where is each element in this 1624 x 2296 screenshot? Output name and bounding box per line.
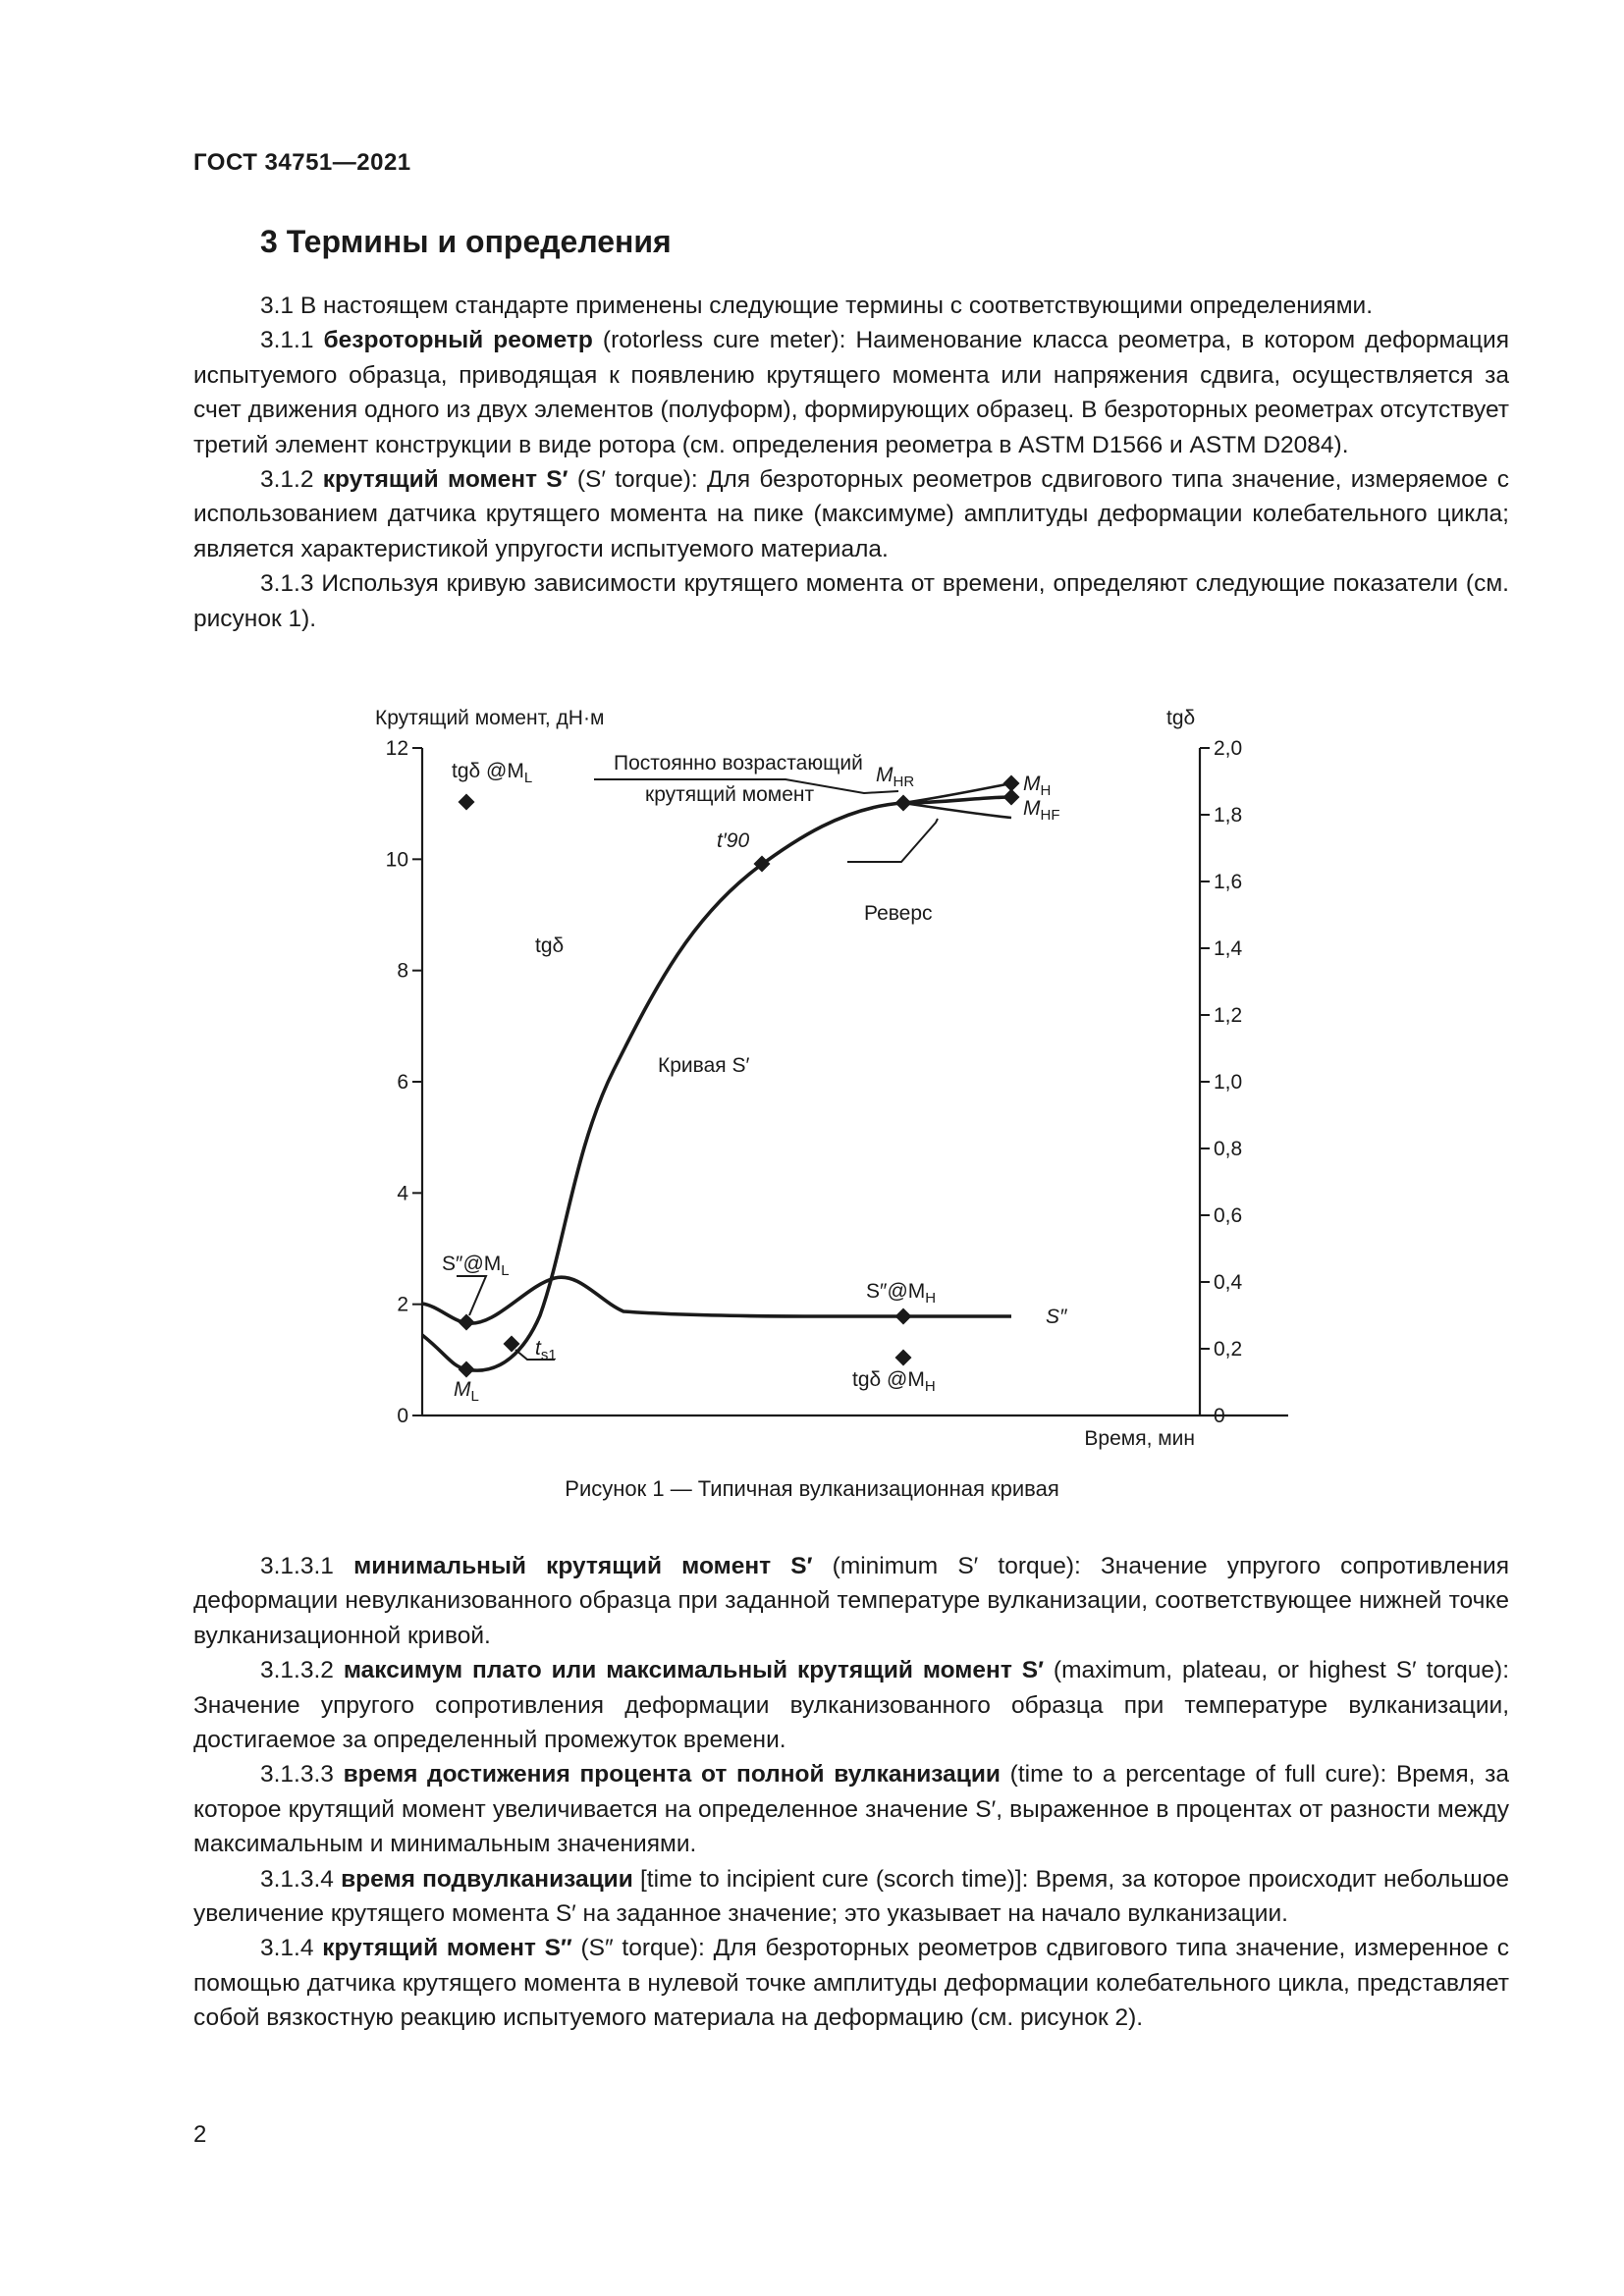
label-tgd-ml: tgδ $@M_L$ (452, 760, 533, 786)
marker-mhr (895, 795, 912, 812)
left-axis-ticks (412, 748, 422, 1415)
left-tick-label: 6 (397, 1071, 408, 1094)
label-ts1: $t_{s1}$ (535, 1337, 557, 1363)
paragraph-3-1-1: 3.1.1 безроторный реометр (rotorless cure meter): Наименование класса реометра, в котором деформация испытуемого образца, приводящая к появлению крутящего момента или напряжения сдвига, осуществляется за счет движения одного из двух элементов (полуформ), формирующих образец. В безроторных реометрах отсутствует третий элемент конструкции в виде ротора (см. определения реометра в ASTM D1566 и ASTM D2084). (193, 327, 1509, 458)
label-mhf: $M_{HF}$ (1023, 797, 1060, 824)
right-tick-label: 2,0 (1214, 737, 1243, 760)
label-tgd-mh: tgδ $@M_H$ (852, 1368, 936, 1395)
right-tick-label: 1,2 (1214, 1004, 1243, 1027)
right-tick-label: 0,6 (1214, 1204, 1243, 1227)
right-axis-title: tgδ (1166, 707, 1196, 729)
right-tick-label: 0,4 (1214, 1271, 1243, 1294)
label-s2-end: S″ (1046, 1306, 1067, 1328)
section-title: 3 Термины и определения (260, 224, 672, 259)
right-tick-label: 1,0 (1214, 1071, 1243, 1094)
left-tick-label: 4 (397, 1182, 408, 1205)
paragraph-3-1: 3.1 В настоящем стандарте применены следующие термины с соответствующими определениями. (260, 293, 1374, 319)
left-tick-label: 2 (397, 1293, 408, 1316)
cure-curve-diagram (353, 687, 1243, 1453)
paragraph-3-1-3-3: 3.1.3.3 время достижения процента от полной вулканизации (time to a percentage of full cure): Время, за которое крутящий момент увеличивается на определенное значение S′, выраженное в процентах от разности между максимальным и минимальным значениями. (193, 1761, 1510, 1858)
paragraph-3-1-3: 3.1.3 Используя кривую зависимости крутящего момента от времени, определяют следующие показатели (см. рисунок 1). (193, 570, 1509, 632)
label-reverse: Реверс (864, 902, 933, 925)
paragraph-3-1-2: 3.1.2 крутящий момент S′ (S′ torque): Для безроторных реометров сдвигового типа значение, измеряемое с использованием датчика крутящего момента на пике (максимуме) амплитуды деформации колебательного цикла; является характеристикой упругости испытуемого материала. (193, 466, 1509, 562)
paragraph-3-1-3-1: 3.1.3.1 минимальный крутящий момент S′ (minimum S′ torque): Значение упругого сопротивления деформации невулканизованного образца при заданной температуре вулканизации, соответствующее нижней точке вулканизационной кривой. (193, 1553, 1509, 1649)
text-block-bottom (193, 1549, 1509, 2036)
marker-s2-ml (459, 1314, 475, 1331)
right-tick-label: 1,8 (1214, 804, 1243, 827)
left-axis-title: Крутящий момент, дН·м (375, 707, 605, 729)
paragraph-3-1-4: 3.1.4 крутящий момент S″ (S″ torque): Для безроторных реометров сдвигового типа значение, измеренное с помощью датчика крутящего момента в нулевой точке амплитуды деформации колебательного цикла, представляет собой вязкостную реакцию испытуемого материала на деформацию (см. рисунок 2). (193, 1935, 1509, 2032)
label-tgd: tgδ (535, 934, 565, 957)
right-tick-label: 1,4 (1214, 937, 1243, 960)
label-mh: $M_H$ (1023, 773, 1052, 799)
marker-ml (459, 1362, 475, 1378)
marker-s2-mh (895, 1308, 912, 1325)
right-tick-label: 0 (1214, 1405, 1225, 1427)
marker-mhf (1003, 789, 1020, 806)
figure-cure-curve (353, 687, 1243, 1453)
right-axis-ticks (1200, 748, 1210, 1415)
figure-caption: Рисунок 1 — Типичная вулканизационная кривая (565, 1476, 1059, 1501)
paragraph-3-1-3-4: 3.1.3.4 время подвулканизации [time to incipient cure (scorch time)]: Время, за которое происходит небольшое увеличение крутящего момента S′ на заданное значение; это указывает на начало вулканизации. (193, 1865, 1509, 1928)
x-axis-title: Время, мин (1084, 1427, 1195, 1450)
text-block-top (193, 289, 1509, 636)
label-curve-s1: Кривая S′ (658, 1054, 750, 1077)
label-increasing-line1: Постоянно возрастающий (614, 752, 863, 774)
page-number: 2 (193, 2121, 207, 2148)
right-tick-label: 1,6 (1214, 871, 1243, 893)
left-tick-label: 8 (397, 959, 408, 983)
left-tick-label: 12 (385, 737, 408, 760)
label-ml: $M_L$ (454, 1378, 479, 1405)
reverse-branch (903, 803, 1011, 818)
label-increasing-line2: крутящий момент (645, 783, 815, 806)
marker-tgd-ml (459, 794, 475, 811)
label-s2-ml: $S''@M_L$ (442, 1253, 510, 1279)
left-tick-label: 0 (397, 1405, 408, 1427)
right-tick-label: 0,2 (1214, 1338, 1243, 1361)
paragraph-3-1-3-2: 3.1.3.2 максимум плато или максимальный крутящий момент S′ (maximum, plateau, or highest S′ torque): Значение упругого сопротивления деформации вулканизованного образца при температуре вулканизации, достигаемое за определенный промежуток времени. (193, 1657, 1510, 1754)
left-tick-label: 10 (385, 848, 408, 872)
label-t90: t′90 (717, 829, 750, 852)
marker-tgd-mh (895, 1350, 912, 1366)
document-code: ГОСТ 34751—2021 (193, 149, 411, 176)
label-mhr: $M_{HR}$ (876, 764, 915, 790)
right-tick-label: 0,8 (1214, 1138, 1243, 1160)
label-s2-mh: $S''@M_H$ (866, 1280, 937, 1307)
